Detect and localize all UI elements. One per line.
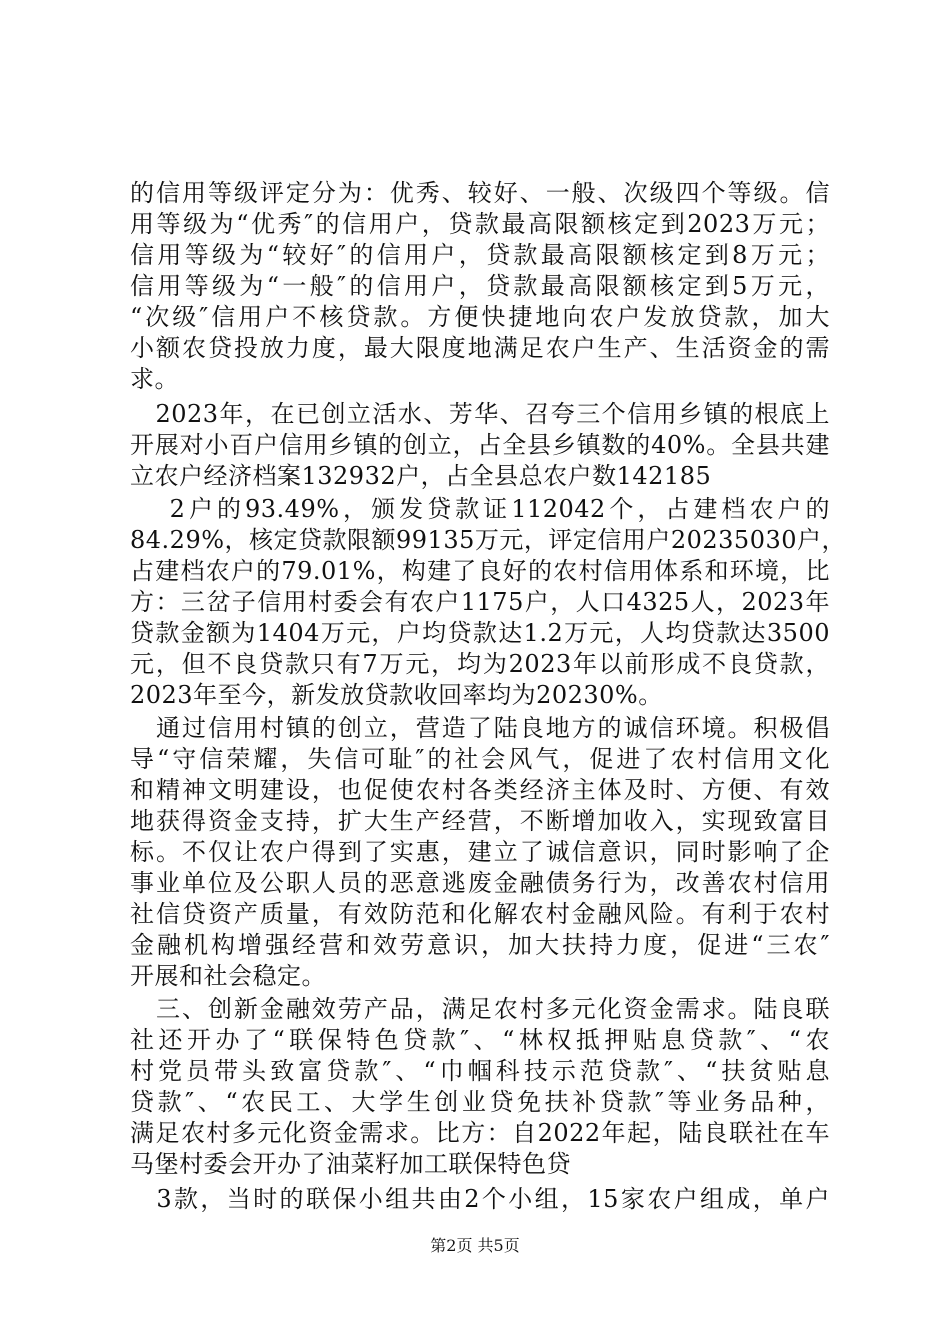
text-line: 信用等级为“较好″的信用户，贷款最高限额核定到8万元；	[130, 241, 830, 269]
text-line: 导“守信荣耀，失信可耻″的社会风气，促进了农村信用文化	[130, 745, 830, 773]
text-line: 元，但不良贷款只有7万元，均为2023年以前形成不良贷款，	[130, 650, 830, 678]
text-line: 小额农贷投放力度，最大限度地满足农户生产、生活资金的需	[130, 334, 830, 362]
page-footer: 第2页 共5页	[430, 1236, 520, 1255]
text-line: 满足农村多元化资金需求。比方：自2022年起，陆良联社在车	[130, 1119, 830, 1147]
text-line: 求。	[130, 365, 179, 393]
text-line: 占建档农户的79.01%，构建了良好的农村信用体系和环境，比	[130, 557, 830, 585]
text-line: 2023年至今，新发放贷款收回率均为20230%。	[130, 681, 663, 709]
text-line: 事业单位及公职人员的恶意逃废金融债务行为，改善农村信用	[130, 869, 830, 897]
text-line: 村党员带头致富贷款″、“巾帼科技示范贷款″、“扶贫贴息	[130, 1057, 830, 1085]
text-line: 社还开办了“联保特色贷款″、“林权抵押贴息贷款″、“农	[130, 1026, 830, 1054]
text-line: “次级″信用户不核贷款。方便快捷地向农户发放贷款，加大	[130, 303, 830, 331]
text-line: 金融机构增强经营和效劳意识，加大扶持力度，促进“三农″	[130, 931, 830, 959]
text-line: 2户的93.49%，颁发贷款证112042个，占建档农户的	[130, 495, 830, 523]
text-line: 信用等级为“一般″的信用户，贷款最高限额核定到5万元，	[130, 272, 830, 300]
text-line: 开展对小百户信用乡镇的创立，占全县乡镇数的40%。全县共建	[130, 431, 830, 459]
text-line: 三、创新金融效劳产品，满足农村多元化资金需求。陆良联	[130, 995, 830, 1023]
text-line: 3款，当时的联保小组共由2个小组，15家农户组成，单户	[130, 1185, 830, 1213]
text-line: 标。不仅让农户得到了实惠，建立了诚信意识，同时影响了企	[130, 838, 830, 866]
text-line: 贷款″、“农民工、大学生创业贷免扶补贷款″等业务品种，	[130, 1088, 830, 1116]
text-line: 贷款金额为1404万元，户均贷款达1.2万元，人均贷款达3500	[130, 619, 830, 647]
text-line: 地获得资金支持，扩大生产经营，不断增加收入，实现致富目	[130, 807, 830, 835]
text-line: 马堡村委会开办了油菜籽加工联保特色贷	[130, 1150, 571, 1178]
text-line: 立农户经济档案132932户，占全县总农户数142185	[130, 462, 712, 490]
text-line: 用等级为“优秀″的信用户，贷款最高限额核定到2023万元；	[130, 210, 830, 238]
text-line: 通过信用村镇的创立，营造了陆良地方的诚信环境。积极倡	[130, 714, 830, 742]
text-line: 2023年，在已创立活水、芳华、召夸三个信用乡镇的根底上	[130, 400, 830, 428]
text-line: 和精神文明建设，也促使农村各类经济主体及时、方便、有效	[130, 776, 830, 804]
text-line: 开展和社会稳定。	[130, 962, 326, 990]
text-line: 方：三岔子信用村委会有农户1175户，人口4325人，2023年	[130, 588, 830, 616]
text-line: 的信用等级评定分为：优秀、较好、一般、次级四个等级。信	[130, 179, 830, 207]
text-line: 社信贷资产质量，有效防范和化解农村金融风险。有利于农村	[130, 900, 830, 928]
text-line: 84.29%，核定贷款限额99135万元，评定信用户20235030户，	[130, 526, 847, 554]
